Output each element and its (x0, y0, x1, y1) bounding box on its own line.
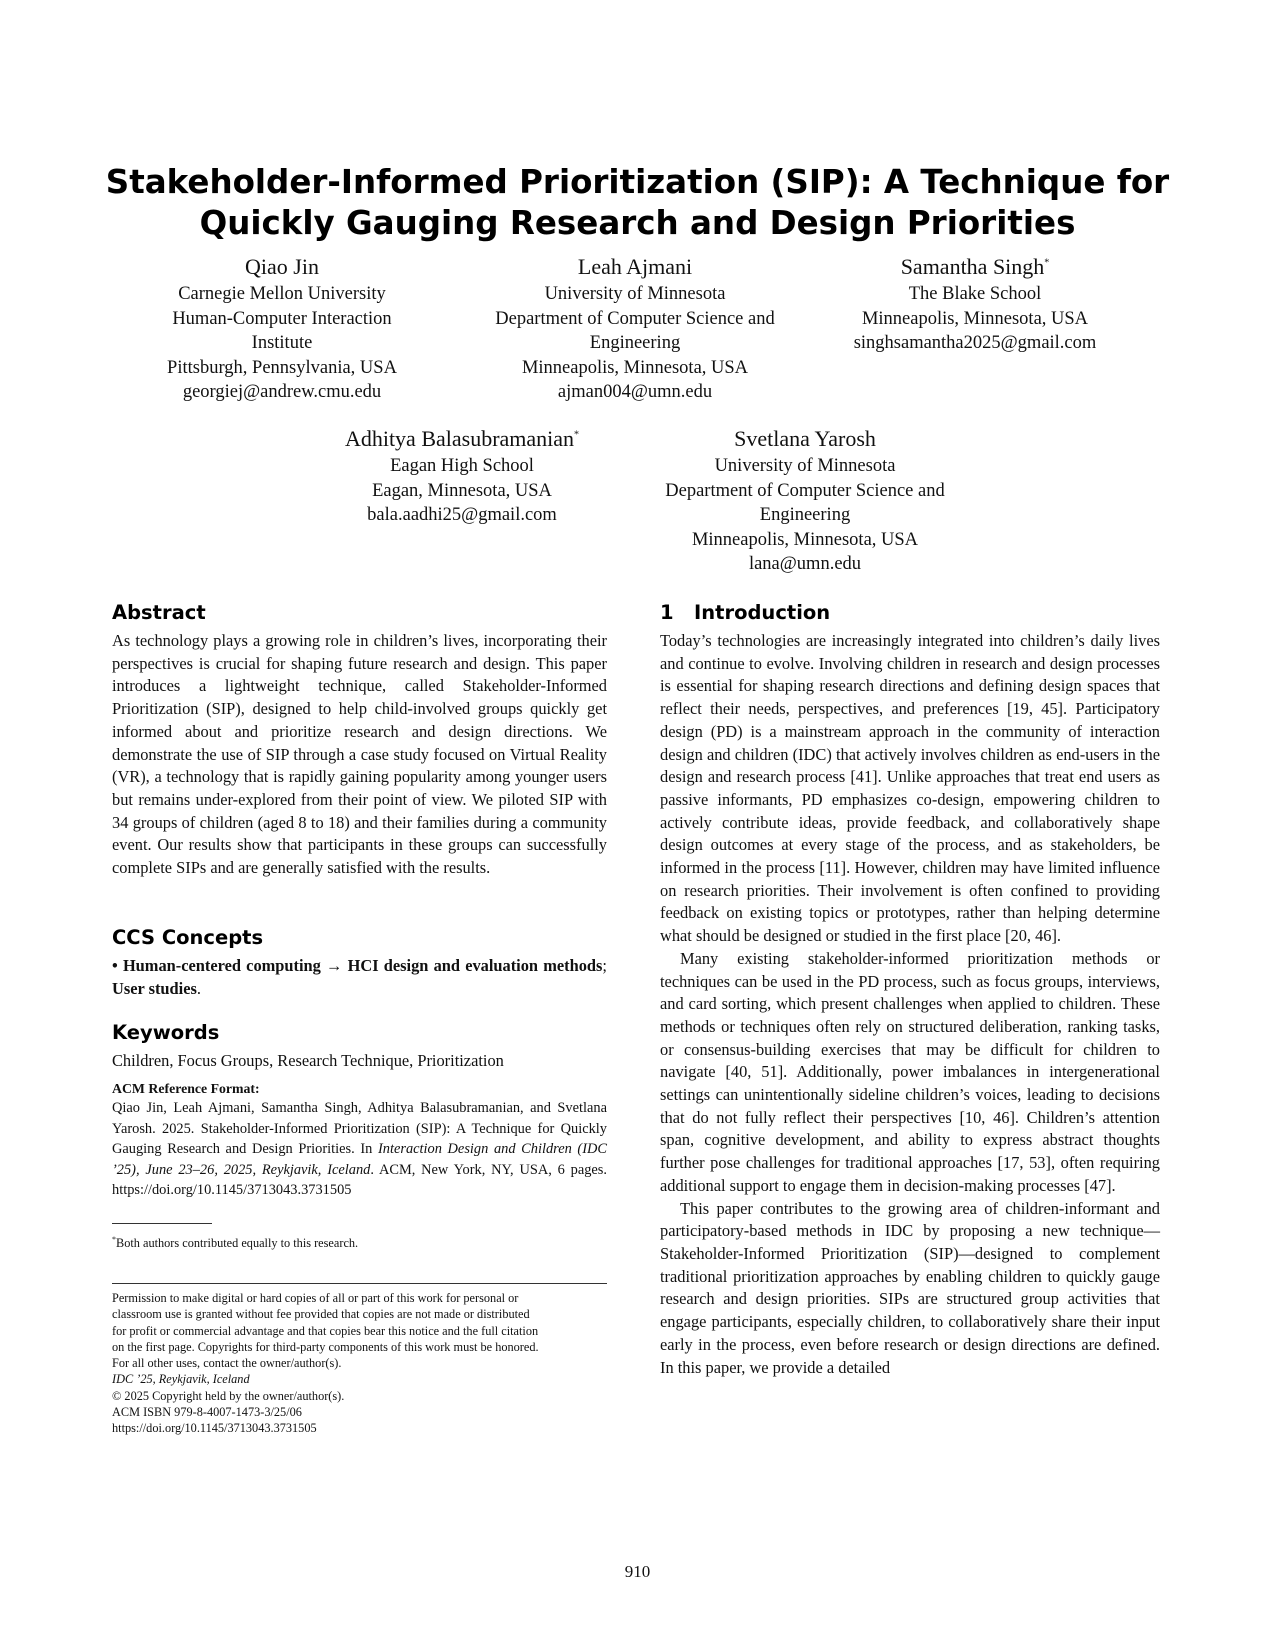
footnote-area (112, 1223, 607, 1251)
author-email: lana@umn.edu (748, 554, 862, 575)
affiliation-line: Pittsburgh, Pennsylvania, USA (167, 357, 397, 378)
affiliation-line: The Blake School (908, 284, 1042, 304)
equal-contribution-mark: * (574, 429, 580, 441)
author-email: bala.aadhi25@gmail.com (367, 505, 557, 526)
ccs-section (112, 925, 607, 1000)
introduction-heading (660, 600, 1160, 626)
permission-venue-text: IDC ’25, Reykjavik, Iceland (112, 1372, 250, 1387)
author-block (460, 252, 810, 405)
author-email: singhsamantha2025@gmail.com (853, 333, 1097, 354)
intro-paragraph: This paper contributes to the growing area of children-informant and participatory-based methods in IDC by proposing a new technique—Stakeholder-Informed Prioritization (SIP)—designed to complement traditional prioritization approaches by enabling children to quickly gauge research and design priorities. SIPs are structured group activities that engage participants, especially children, to collaboratively share their input early in the process, even before research or design directions are defined. In this paper, we provide a detailed (660, 1198, 1160, 1377)
reference-text: Qiao Jin, Leah Ajmani, Samantha Singh, Adhitya Balasubramanian, and Svetlana Yarosh. 2025. Stakeholder-Informed Prioritization (SIP): A Technique for Quickly Gauging Research and Design Priorities. In (112, 1100, 607, 1157)
affiliation-line: Department of Computer Science and (665, 480, 945, 501)
permission-line: on the first page. Copyrights for third-party components of this work must be honored. (112, 1339, 539, 1354)
ccs-end: . (196, 978, 201, 998)
affiliation-line: Engineering (759, 505, 851, 526)
affiliation-line: Minneapolis, Minnesota, USA (521, 357, 749, 378)
ccs-concept: User studies (112, 978, 197, 998)
author-block (132, 252, 432, 405)
ccs-concept: Human-centered computing → HCI design and evaluation methods (122, 956, 603, 975)
permission-line: For all other uses, contact the owner/author(s). (112, 1356, 342, 1371)
affiliation-line: Engineering (589, 333, 681, 354)
permission-line: Permission to make digital or hard copies of all or part of this work for personal or (112, 1291, 519, 1305)
author-name: Leah Ajmani (577, 254, 693, 279)
permission-rule (112, 1283, 607, 1284)
section-title: Introduction (694, 601, 831, 624)
introduction-section (660, 600, 1160, 1379)
abstract-text: As technology plays a growing role in children’s lives, incorporating their perspectives is crucial for shaping future research and design. This paper introduces a lightweight technique, called Stakeholder-Informed Prioritization (SIP), designed to help child-involved groups quickly get informed about and prioritize research and design directions. We demonstrate the use of SIP through a case study focused on Virtual Reality (VR), a technology that is rapidly gaining popularity among younger users but remains under-explored from their point of view. We piloted SIP with 34 groups of children (aged 8 to 18) and their families during a community event. Our results show that participants in these groups can successfully complete SIPs and are generally satisfied with the results. (112, 631, 607, 878)
isbn-line: ACM ISBN 979-8-4007-1473-3/25/06 (112, 1405, 302, 1420)
affiliation-line: Institute (251, 333, 313, 354)
affiliation-line: University of Minnesota (544, 284, 726, 304)
reference-text-end: . ACM, New York, NY, USA, 6 pages. https://doi.org/10.1145/3713043.3731505 (112, 1161, 607, 1198)
author-block (825, 252, 1125, 356)
reference-venue: Interaction Design and Children (IDC ’25), June 23–26, 2025, Reykjavik, Iceland (112, 1141, 607, 1178)
keywords-heading: Keywords (112, 1021, 220, 1044)
reference-format (112, 1080, 607, 1201)
ccs-bullet: • (112, 956, 118, 975)
author-name: Svetlana Yarosh (734, 426, 876, 451)
author-name: Samantha Singh (900, 254, 1045, 279)
affiliation-line: University of Minnesota (714, 456, 896, 476)
intro-paragraph: Today’s technologies are increasingly integrated into children’s daily lives and continue to evolve. Involving children in research and design processes is essential for shaping research directions and defining design spaces that reflect their needs, perspectives, and preferences [19, 45]. Participatory design (PD) is a mainstream approach in the community of interaction design and children (IDC) that actively involves children as end-users in the design and research process [41]. Unlike approaches that treat end users as passive informants, PD emphasizes co-design, empowering children to actively contribute ideas, provide feedback, and collaboratively shape design outcomes at every stage of the process, and as stakeholders, be informed in the process [11]. However, children may have limited influence on research priorities. Their involvement is often confined to providing feedback on existing topics or prototypes, rather than helping determine what should be designed or studied in the first place [20, 46]. (660, 631, 1160, 946)
equal-contribution-mark: * (1044, 257, 1050, 269)
affiliation-line: Minneapolis, Minnesota, USA (861, 308, 1089, 329)
author-block (312, 424, 612, 528)
author-block (630, 424, 980, 577)
title-line-2: Quickly Gauging Research and Design Priorities (199, 204, 1076, 242)
ccs-heading: CCS Concepts (112, 926, 264, 949)
ccs-separator: ; (602, 956, 607, 975)
author-name: Qiao Jin (245, 254, 319, 279)
permission-line: classroom use is granted without fee provided that copies are not made or distributed (112, 1307, 530, 1322)
copyright-line: © 2025 Copyright held by the owner/author(s). (112, 1388, 345, 1403)
affiliation-line: Department of Computer Science and (495, 308, 775, 329)
abstract-section (112, 600, 607, 880)
abstract-heading: Abstract (112, 601, 206, 624)
affiliation-line: Minneapolis, Minnesota, USA (691, 529, 919, 550)
footnote-rule (112, 1223, 212, 1224)
affiliation-line: Eagan High School (390, 456, 534, 476)
affiliation-line: Human-Computer Interaction (172, 308, 392, 329)
section-number: 1 (660, 601, 674, 624)
permission-venue (112, 1371, 607, 1387)
footnote-mark: * (112, 1235, 116, 1244)
author-email: georgiej@andrew.cmu.edu (182, 382, 382, 403)
intro-paragraph: Many existing stakeholder-informed prioritization methods or techniques can be used in the PD process, such as focus groups, interviews, and card sorting, which present challenges when applied to children. These methods or techniques often rely on structured deliberation, ranking tasks, or consensus-building exercises that may be difficult for children to navigate [40, 51]. Additionally, power imbalances in intergenerational settings can unintentionally sideline children’s voices, leading to decisions that do not fully reflect their perspectives [10, 46]. Children’s attention span, cognitive development, and ability to express abstract thoughts further pose challenges for traditional approaches [17, 53], often requiring additional support to engage them in decision-making processes [47]. (660, 948, 1160, 1195)
permission-line: for profit or commercial advantage and that copies bear this notice and the full citation (112, 1323, 539, 1338)
paper-title (100, 162, 1175, 244)
author-name: Adhitya Balasubramanian (344, 426, 575, 451)
affiliation-line: Carnegie Mellon University (178, 284, 386, 304)
ccs-text (112, 955, 607, 1000)
page-number: 910 (624, 1562, 651, 1581)
doi-line: https://doi.org/10.1145/3713043.3731505 (112, 1421, 317, 1436)
keywords-text: Children, Focus Groups, Research Technique, Prioritization (112, 1051, 504, 1070)
reference-format-heading: ACM Reference Format: (112, 1081, 260, 1096)
author-email: ajman004@umn.edu (557, 382, 713, 403)
reference-format-text (112, 1098, 607, 1201)
footnote-text: Both authors contributed equally to this research. (116, 1236, 359, 1251)
permission-block (112, 1283, 607, 1437)
footnote (112, 1232, 607, 1251)
keywords-section (112, 1020, 607, 1073)
affiliation-line: Eagan, Minnesota, USA (372, 480, 552, 501)
title-line-1: Stakeholder-Informed Prioritization (SIP): A Technique for (105, 163, 1170, 201)
